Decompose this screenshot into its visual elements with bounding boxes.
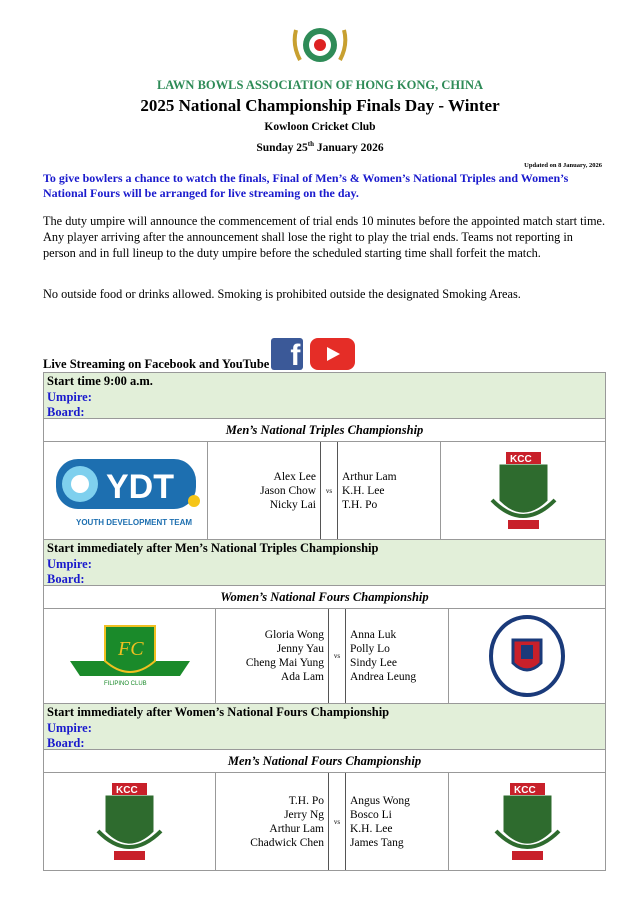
kcc-logo <box>490 781 565 863</box>
vs-label: vs <box>321 442 338 539</box>
page-title: 2025 National Championship Finals Day - Winter <box>140 96 500 115</box>
team1-logo-cell <box>44 773 216 870</box>
team2-player: Arthur Lam <box>342 470 397 483</box>
team2-player: K.H. Lee <box>342 484 385 497</box>
team2-player: Polly Lo <box>350 643 390 655</box>
association-name: LAWN BOWLS ASSOCIATION OF HONG KONG, CHINA <box>156 78 484 92</box>
ydt-logo-text: YDT <box>106 467 174 506</box>
session-header <box>44 373 605 419</box>
match-row <box>44 773 605 870</box>
team2-player: Sindy Lee <box>350 657 397 669</box>
team2-player: Bosco Li <box>350 808 392 821</box>
facebook-icon[interactable]: f <box>271 338 303 370</box>
venue: Kowloon Cricket Club <box>264 121 376 133</box>
streaming-notice: To give bowlers a chance to watch the finals, Final of Men’s & Women’s National Triples and Women’s National Fours will be arranged for live streaming on the day. <box>43 171 569 200</box>
vs-label: vs <box>329 773 346 870</box>
team2-players <box>346 773 449 870</box>
ydt-logo-subtitle: YOUTH DEVELOPMENT TEAM <box>76 517 193 527</box>
team1-logo-cell <box>44 442 208 539</box>
team2-player: T.H. Po <box>342 498 378 511</box>
event-date <box>0 140 640 154</box>
team1-player: Nicky Lai <box>269 498 316 511</box>
association-logo <box>290 20 350 70</box>
team2-logo-cell <box>449 773 605 870</box>
team1-players <box>208 442 321 539</box>
team1-player: Alex Lee <box>273 470 316 483</box>
kcc-logo <box>92 781 167 863</box>
team1-player: Gloria Wong <box>264 629 324 641</box>
kowloon-bowling-green-club-logo <box>487 615 567 697</box>
team2-player: James Tang <box>350 836 404 849</box>
championship-title: Men’s National Triples Championship <box>44 419 605 442</box>
trial-ends-rules: The duty umpire will announce the commencement of trial ends 10 minutes before the appointed match start time. Any player arriving after the announcement shall lose the right to play the trial ends. Teams not reporting in person and in full lineup to the duty umpire before the scheduled starting time shall forfeit the match. <box>43 214 606 260</box>
umpire-label: Umpire: <box>47 389 92 404</box>
team1-logo-cell <box>44 609 216 703</box>
team1-players <box>216 609 329 703</box>
date-suffix: January 2026 <box>314 141 384 154</box>
team2-players <box>338 442 441 539</box>
filipino-club-logo-subtitle: FILIPINO CLUB <box>103 681 147 687</box>
team2-player: Angus Wong <box>350 794 410 807</box>
session-header <box>44 704 605 750</box>
team1-player: T.H. Po <box>288 794 324 807</box>
board-label: Board: <box>47 405 85 419</box>
team1-player: Ada Lam <box>280 671 324 683</box>
team1-player: Jerry Ng <box>284 808 324 821</box>
filipino-club-logo <box>70 621 190 691</box>
date-prefix: Sunday 25 <box>256 141 308 154</box>
team2-player: K.H. Lee <box>350 822 393 835</box>
kcc-logo-text: KCC <box>513 784 536 796</box>
team2-players <box>346 609 449 703</box>
team2-logo-cell <box>441 442 605 539</box>
team2-player: Anna Luk <box>350 629 397 641</box>
team1-players <box>216 773 329 870</box>
date-sup: th <box>307 140 315 148</box>
start-time: Start immediately after Women’s National Fours Championship <box>47 705 390 719</box>
match-row <box>44 609 605 704</box>
food-smoking-rules: No outside food or drinks allowed. Smoking is prohibited outside the designated Smoking Areas. <box>43 287 521 301</box>
ydt-logo <box>48 451 203 531</box>
umpire-label: Umpire: <box>47 556 92 571</box>
start-time: Start immediately after Men’s National Triples Championship <box>47 541 379 555</box>
team1-player: Jenny Yau <box>276 643 324 655</box>
team1-player: Arthur Lam <box>269 822 324 835</box>
team2-player: Andrea Leung <box>350 671 417 683</box>
team1-player: Cheng Mai Yung <box>245 657 324 669</box>
team1-player: Chadwick Chen <box>250 836 324 849</box>
kcc-logo-text: KCC <box>509 453 532 465</box>
championship-title: Men’s National Fours Championship <box>44 750 605 773</box>
vs-label: vs <box>329 609 346 703</box>
live-streaming-label: Live Streaming on Facebook and YouTube <box>43 357 270 371</box>
championship-title: Women’s National Fours Championship <box>44 586 605 609</box>
schedule-table <box>43 372 606 871</box>
kcc-logo <box>486 450 561 532</box>
board-label: Board: <box>47 736 85 750</box>
team1-player: Jason Chow <box>260 484 316 497</box>
session-header <box>44 540 605 586</box>
live-streaming <box>43 338 355 370</box>
match-row <box>44 442 605 540</box>
kcc-logo-text: KCC <box>116 784 138 796</box>
team2-logo-cell <box>449 609 605 703</box>
board-label: Board: <box>47 572 85 586</box>
filipino-club-logo-text: FC <box>117 638 144 660</box>
start-time: Start time 9:00 a.m. <box>47 374 153 388</box>
umpire-label: Umpire: <box>47 720 92 735</box>
youtube-icon[interactable] <box>310 338 355 370</box>
updated-note: Updated on 8 January, 2026 <box>524 162 602 169</box>
